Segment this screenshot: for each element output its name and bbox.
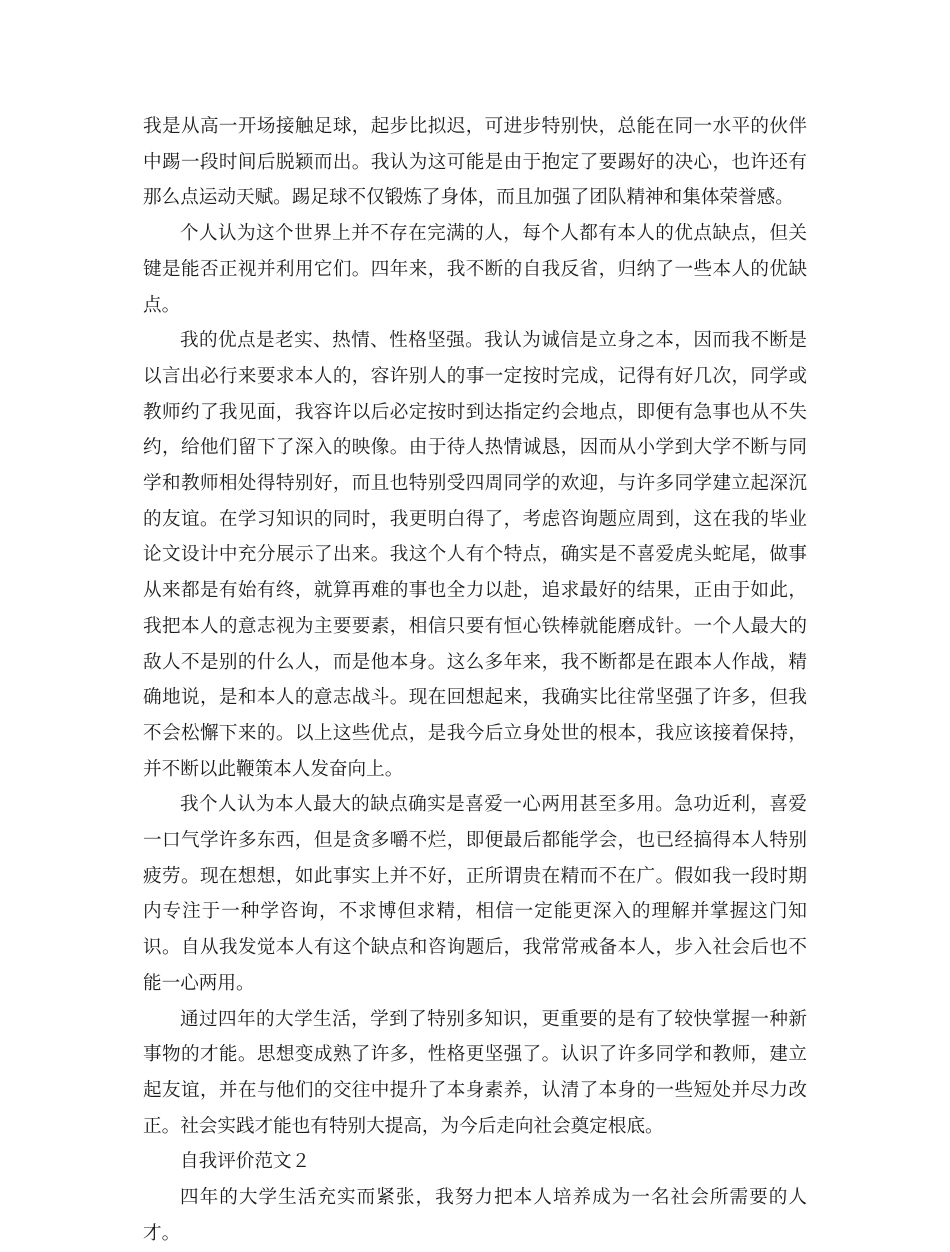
paragraph-summary: 通过四年的大学生活，学到了特别多知识，更重要的是有了较快掌握一种新事物的才能。思想变成熟了许多，性格更坚强了。认识了许多同学和教师，建立起友谊，并在与他们的交往中提升了本身素养，认清了本身的一些短处并尽力改正。社会实践才能也有特别大提高，为今后走向社会奠定根底。 [143, 1008, 807, 1137]
paragraph-sample-two: 四年的大学生活充实而紧张，我努力把本人培养成为一名社会所需要的人才。 [143, 1187, 807, 1244]
paragraph-strengths: 我的优点是老实、热情、性格坚强。我认为诚信是立身之本，因而我不断是以言出必行来要求本人的，容许别人的事一定按时完成，记得有好几次，同学或教师约了我见面，我容许以后必定按时到达指定约会地点，即便有急事也从不失约，给他们留下了深入的映像。由于待人热情诚恳，因而从小学到大学不断与同学和教师相处得特别好，而且也特别受四周同学的欢迎，与许多同学建立起深沉的友谊。在学习知识的同时，我更明白得了，考虑咨询题应周到，这在我的毕业论文设计中充分展示了出来。我这个人有个特点，确实是不喜爱虎头蛇尾，做事从来都是有始有终，就算再难的事也全力以赴，追求最好的结果，正由于如此，我把本人的意志视为主要要素，相信只要有恒心铁棒就能磨成针。一个人最大的敌人不是别的什么人，而是他本身。这么多年来，我不断都是在跟本人作战，精确地说，是和本人的意志战斗。现在回想起来，我确实比往常坚强了许多，但我不会松懈下来的。以上这些优点，是我今后立身处世的根本，我应该接着保持，并不断以此鞭策本人发奋向上。 [143, 330, 807, 780]
document-body [143, 109, 807, 1252]
paragraph-weaknesses: 我个人认为本人最大的缺点确实是喜爱一心两用甚至多用。急功近利，喜爱一口气学许多东西，但是贪多嚼不烂，即便最后都能学会，也已经搞得本人特别疲劳。现在想想，如此事实上并不好，正所谓贵在精而不在广。假如我一段时期内专注于一种学咨询，不求博但求精，相信一定能更深入的理解并掌握这门知识。自从我发觉本人有这个缺点和咨询题后，我常常戒备本人，步入社会后也不能一心两用。 [143, 794, 807, 994]
paragraph-football: 我是从高一开场接触足球，起步比拟迟，可进步特别快，总能在同一水平的伙伴中踢一段时间后脱颖而出。我认为这可能是由于抱定了要踢好的决心，也许还有那么点运动天赋。踢足球不仅锻炼了身体，而且加强了团队精神和集体荣誉感。 [143, 116, 807, 209]
section-heading: 自我评价范文２ [180, 1151, 311, 1173]
paragraph-self-reflection: 个人认为这个世界上并不存在完满的人，每个人都有本人的优点缺点，但关键是能否正视并利用它们。四年来，我不断的自我反省，归纳了一些本人的优缺点。 [143, 223, 807, 316]
